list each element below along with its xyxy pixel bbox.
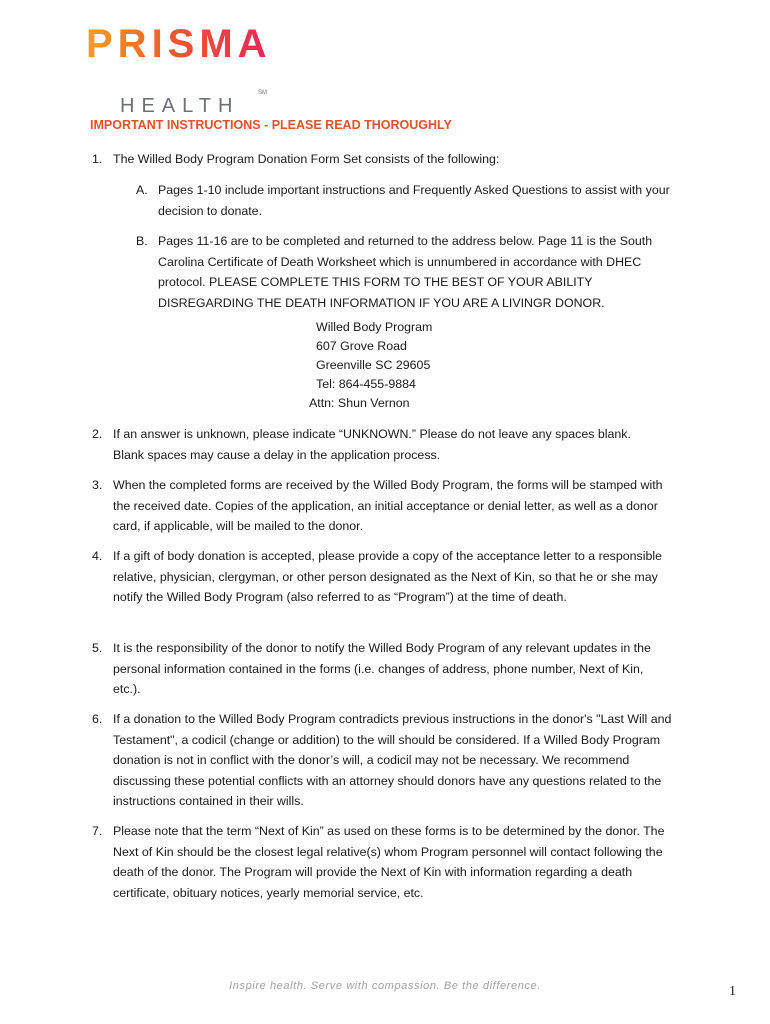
item-number: 6.	[92, 712, 103, 726]
item-number: 3.	[92, 478, 103, 492]
item-number: 4.	[92, 549, 103, 563]
item-number: 7.	[92, 824, 103, 838]
item-number: 5.	[92, 641, 103, 655]
item-text: If a gift of body donation is accepted, please provide a copy of the acceptance letter to a responsible relative, physician, clergyman, or other person designated as the Next of Kin, so that he or she may notify the Willed Body Program (also referred to as “Program”) at the time of death.	[113, 549, 662, 604]
item-text: Please note that the term “Next of Kin” as used on these forms is to be determined by the donor. The Next of Kin should be the closest legal relative(s) whom Program personnel will contact following the death of the donor. The Program will provide the Next of Kin with information regarding a death certificate, obituary notices, yearly memorial service, etc.	[113, 824, 665, 900]
item-text: If a donation to the Willed Body Program contradicts previous instructions in the donor's "Last Will and Testament", a codicil (change or addition) to the will should be considered. If a Willed Body Program donation is not in conflict with the donor’s will, a codicil may not be necessary. We recommend discussing these potential conflicts with an attorney should donors have any questions related to the instructions contained in their wills.	[113, 712, 672, 808]
address-line: Attn: Shun Vernon	[309, 396, 410, 410]
address-line: Greenville SC 29605	[316, 358, 431, 372]
subitem-text: Pages 11-16 are to be completed and returned to the address below. Page 11 is the South Carolina Certificate of Death Worksheet which is unnumbered in accordance with DHEC protocol. PLEASE COMPLETE THIS FORM TO THE BEST OF YOUR ABILITY DISREGARDING THE DEATH INFORMATION IF YOU ARE A LIVINGR DONOR.	[158, 234, 653, 310]
logo-service-mark: SM	[258, 90, 267, 96]
logo-subtitle: HEALTH	[120, 95, 240, 117]
item-number: 2.	[92, 427, 103, 441]
logo-wordmark: PRISMA	[86, 22, 272, 66]
page-heading: IMPORTANT INSTRUCTIONS - PLEASE READ THOROUGHLY	[90, 118, 452, 132]
address-line: 607 Grove Road	[316, 339, 407, 353]
item-text: It is the responsibility of the donor to notify the Willed Body Program of any relevant updates in the personal information contained in the forms (i.e. changes of address, phone number, Next of Kin, etc.).	[113, 641, 651, 696]
item-text: When the completed forms are received by the Willed Body Program, the forms will be stamped with the received date. Copies of the application, an initial acceptance or denial letter, as well as a donor card, if applicable, will be mailed to the donor.	[113, 478, 663, 533]
subitem-letter: A.	[136, 183, 148, 197]
item-text: The Willed Body Program Donation Form Set consists of the following:	[113, 152, 500, 166]
item-number: 1.	[92, 152, 103, 166]
footer-tagline: Inspire health. Serve with compassion. Be the difference.	[229, 980, 541, 992]
page-number: 1	[729, 984, 736, 999]
subitem-text: Pages 1-10 include important instructions and Frequently Asked Questions to assist with your decision to donate.	[158, 183, 670, 218]
subitem-letter: B.	[136, 234, 148, 248]
address-line: Tel: 864-455-9884	[316, 377, 416, 391]
address-line: Willed Body Program	[316, 320, 433, 334]
item-text: If an answer is unknown, please indicate “UNKNOWN.” Please do not leave any spaces blank. Blank spaces may cause a delay in the application process.	[113, 427, 631, 462]
prisma-health-logo	[86, 22, 306, 117]
